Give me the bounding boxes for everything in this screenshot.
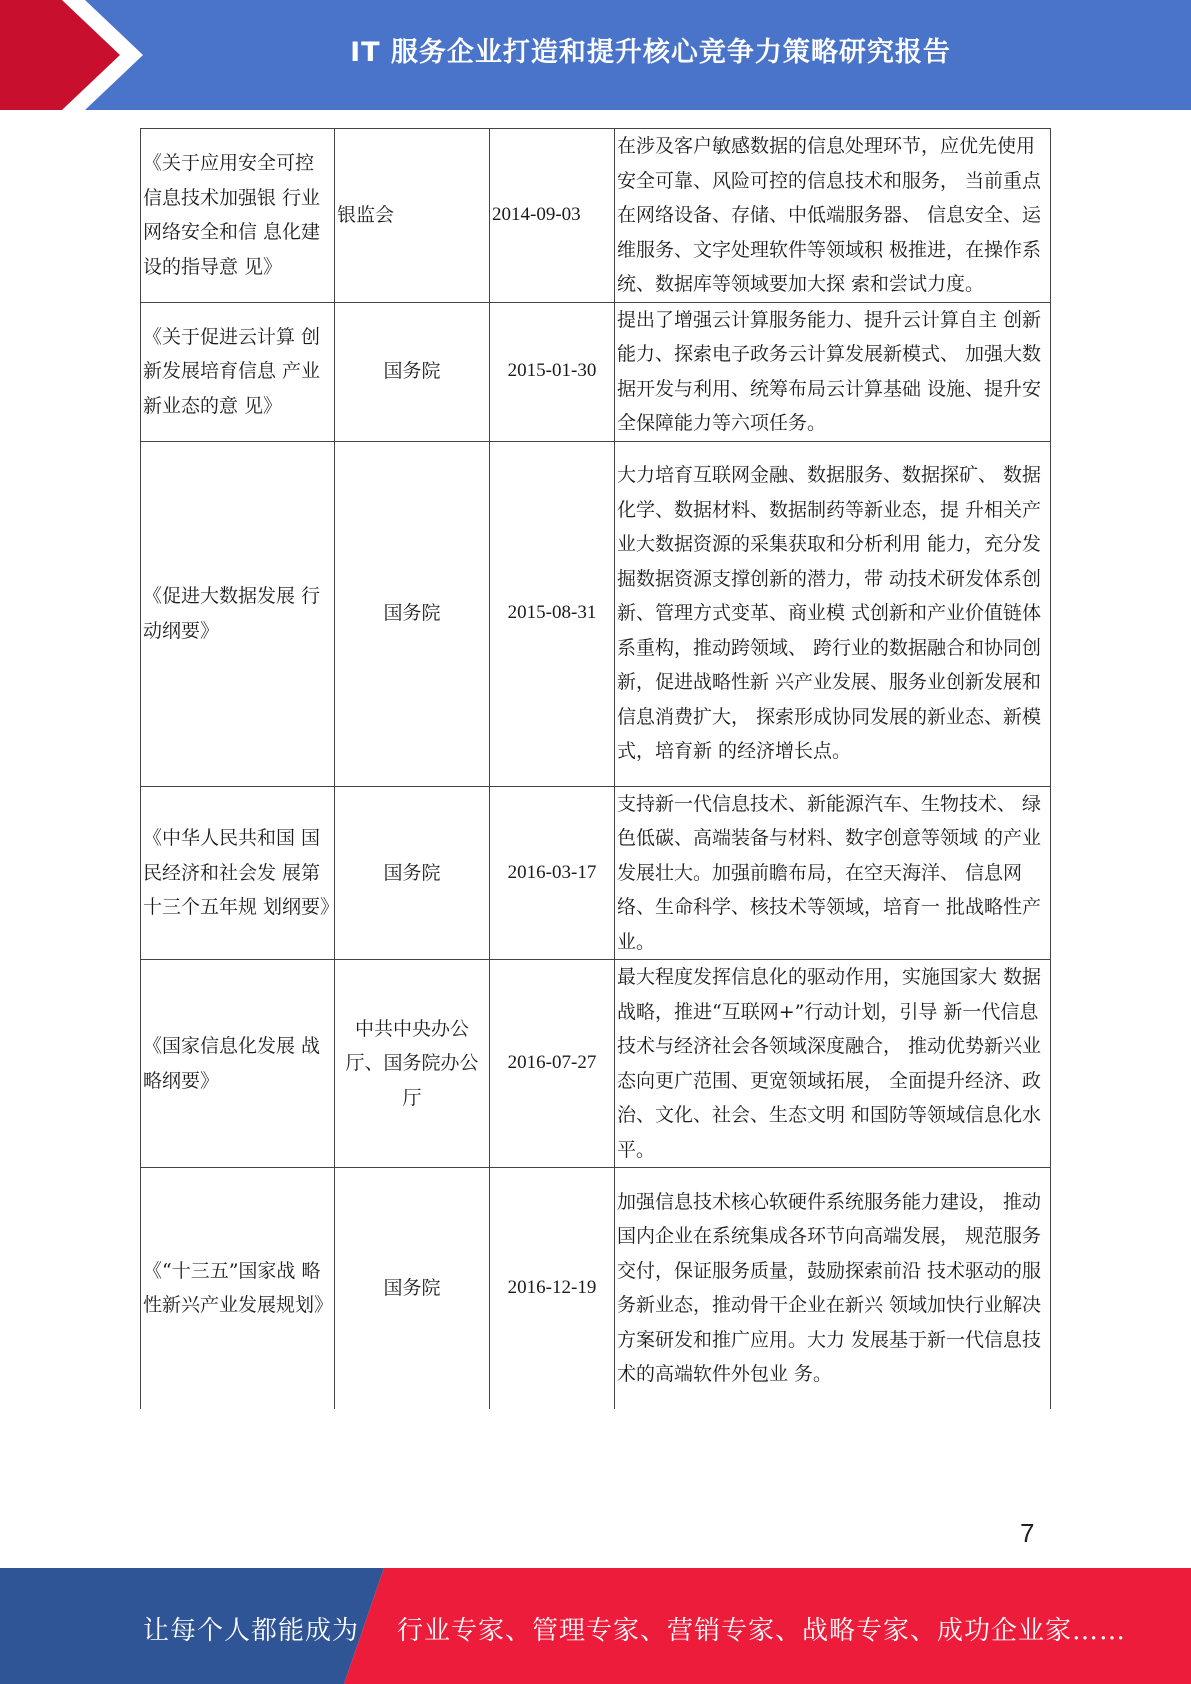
issuer-cell: 国务院 — [335, 302, 490, 441]
table-row — [141, 441, 1051, 786]
policy-name-cell: 《中华人民共和国 国民经济和社会发 展第十三个五年规 划纲要》 — [141, 786, 335, 960]
table-row — [141, 960, 1051, 1168]
report-header — [0, 0, 1191, 110]
policy-name-cell: 《国家信息化发展 战略纲要》 — [141, 960, 335, 1168]
date-cell: 2015-01-30 — [490, 302, 615, 441]
header-arrow-decoration — [0, 0, 160, 110]
footer-banner — [0, 1568, 1191, 1684]
date-cell: 2015-08-31 — [490, 441, 615, 786]
issuer-cell: 国务院 — [335, 441, 490, 786]
policy-table — [140, 128, 1051, 1409]
date-cell: 2016-12-19 — [490, 1168, 615, 1409]
date-cell: 2016-07-27 — [490, 960, 615, 1168]
page-number: 7 — [1020, 1518, 1035, 1548]
content-cell: 提出了增强云计算服务能力、提升云计算自主 创新能力、探索电子政务云计算发展新模式、 加强大数据开发与利用、统筹布局云计算基础 设施、提升安全保障能力等六项任务。 — [615, 302, 1051, 441]
issuer-cell: 银监会 — [335, 129, 490, 303]
content-cell: 最大程度发挥信息化的驱动作用，实施国家大 数据战略，推进“互联网+”行动计划，引导 新一代信息技术与经济社会各领域深度融合， 推动优势新兴业态向更广范围、更宽领域拓展， 全面提升经济、政治、文化、社会、生态文明 和国防等领域信息化水平。 — [615, 960, 1051, 1168]
date-cell: 2014-09-03 — [490, 129, 615, 303]
policy-name-cell: 《关于应用安全可控信息技术加强银 行业网络安全和信 息化建设的指导意 见》 — [141, 129, 335, 303]
content-cell: 在涉及客户敏感数据的信息处理环节，应优先使用安全可靠、风险可控的信息技术和服务， 当前重点在网络设备、存储、中低端服务器、 信息安全、运维服务、文字处理软件等领域积 极推进，在操作系统、数据库等领域要加大探 索和尝试力度。 — [615, 129, 1051, 303]
table-row — [141, 1168, 1051, 1409]
report-title: IT 服务企业打造和提升核心竞争力策略研究报告 — [350, 37, 951, 68]
content-cell: 支持新一代信息技术、新能源汽车、生物技术、 绿色低碳、高端装备与材料、数字创意等领域 的产业发展壮大。加强前瞻布局，在空天海洋、 信息网络、生命科学、核技术等领域，培育一 批战略性产业。 — [615, 786, 1051, 960]
table-row — [141, 786, 1051, 960]
content-cell: 大力培育互联网金融、数据服务、数据探矿、 数据化学、数据材料、数据制药等新业态，提 升相关产业大数据资源的采集获取和分析利用 能力，充分发掘数据资源支撑创新的潜力，带 动技术研发体系创新、管理方式变革、商业模 式创新和产业价值链体系重构，推动跨领域、 跨行业的数据融合和协同创新，促进战略性新 兴产业发展、服务业创新发展和信息消费扩大， 探索形成协同发展的新业态、新模式，培育新 的经济增长点。 — [615, 441, 1051, 786]
table-row — [141, 129, 1051, 303]
footer-slogan-left: 让每个人都能成为 — [143, 1616, 360, 1646]
issuer-cell: 国务院 — [335, 1168, 490, 1409]
policy-name-cell: 《促进大数据发展 行动纲要》 — [141, 441, 335, 786]
issuer-cell: 中共中央办公厅、国务院办公厅 — [335, 960, 490, 1168]
content-cell: 加强信息技术核心软硬件系统服务能力建设， 推动国内企业在系统集成各环节向高端发展， 规范服务交付，保证服务质量，鼓励探索前沿 技术驱动的服务新业态，推动骨干企业在新兴 领域加快行业解决方案研发和推广应用。大力 发展基于新一代信息技术的高端软件外包业 务。 — [615, 1168, 1051, 1409]
policy-name-cell: 《关于促进云计算 创新发展培育信息 产业新业态的意 见》 — [141, 302, 335, 441]
date-cell: 2016-03-17 — [490, 786, 615, 960]
policy-name-cell: 《“十三五”国家战 略性新兴产业发展规划》 — [141, 1168, 335, 1409]
issuer-cell: 国务院 — [335, 786, 490, 960]
footer-slogan-right: 行业专家、管理专家、营销专家、战略专家、成功企业家…… — [397, 1616, 1127, 1646]
table-row — [141, 302, 1051, 441]
